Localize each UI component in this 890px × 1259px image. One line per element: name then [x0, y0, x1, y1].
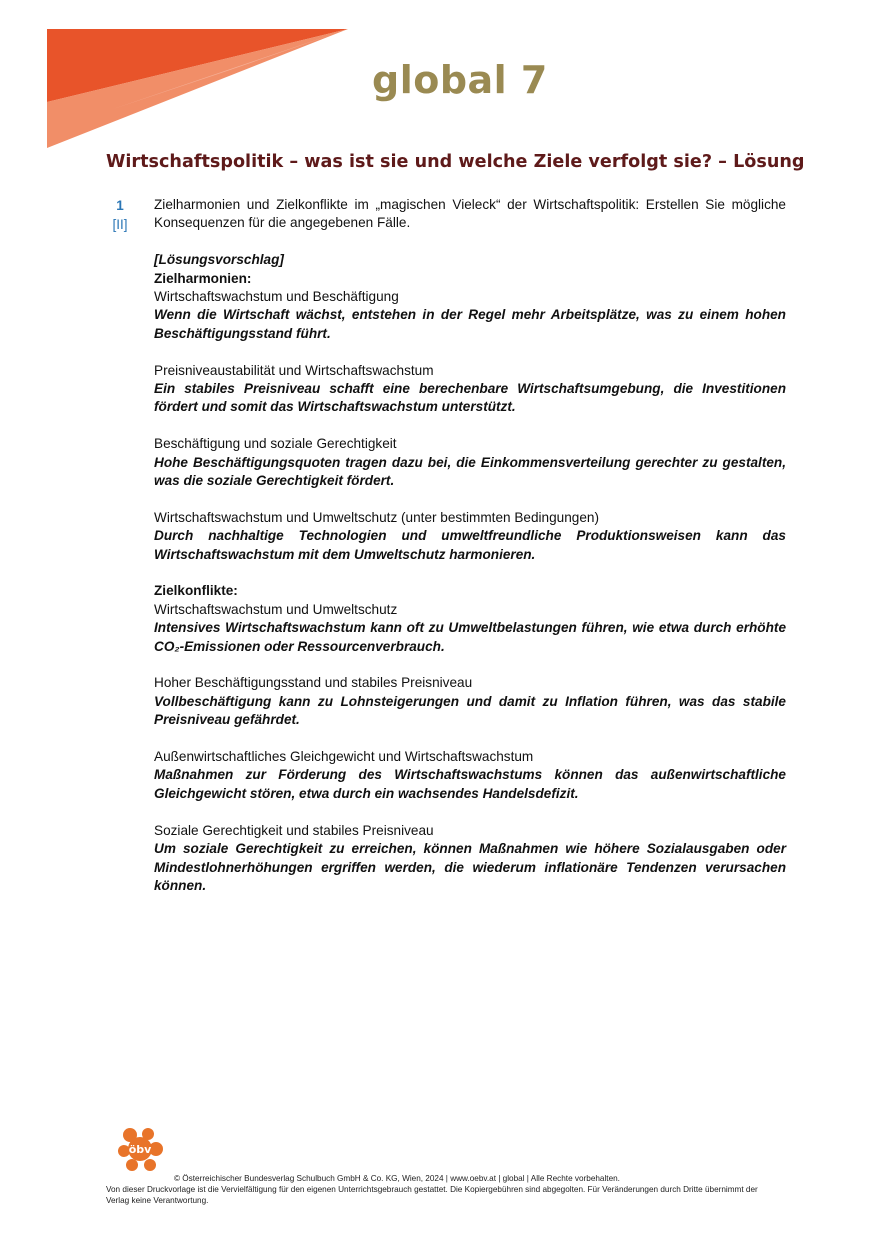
conflict-item: [154, 748, 786, 803]
conflict-item: [154, 674, 786, 729]
conflict-item: [154, 601, 786, 656]
conflict-label: Soziale Gerechtigkeit und stabiles Preisniveau: [154, 822, 434, 838]
harmonies-heading: Zielharmonien:: [154, 270, 252, 286]
conflict-label: Außenwirtschaftliches Gleichgewicht und Wirtschaftswachstum: [154, 749, 534, 765]
harmony-answer: Wenn die Wirtschaft wächst, entstehen in der Regel mehr Arbeitsplätze, was zu einem hohen Beschäftigungsstand führt.: [154, 307, 786, 341]
task-content: [154, 196, 786, 914]
page-title: Wirtschaftspolitik – was ist sie und welche Ziele verfolgt sie? – Lösung: [106, 152, 805, 172]
harmony-item: [154, 435, 786, 490]
conflict-item: [154, 822, 786, 896]
conflict-answer: Maßnahmen zur Förderung des Wirtschaftswachstums können das außenwirtschaftliche Gleichgewicht stören, etwa durch ein wachsendes Handelsdefizit.: [154, 767, 786, 801]
publisher-logo: [116, 1125, 164, 1173]
harmony-answer: Ein stabiles Preisniveau schafft eine berechenbare Wirtschaftsumgebung, die Investitionen fördert und somit das Wirtschaftswachstum unterstützt.: [154, 381, 786, 415]
conflict-answer: Intensives Wirtschaftswachstum kann oft zu Umweltbelastungen führen, wie etwa durch erhöhte CO₂-Emissionen oder Ressourcenverbrauch.: [154, 620, 786, 654]
harmony-label: Wirtschaftswachstum und Umweltschutz (unter bestimmten Bedingungen): [154, 509, 600, 525]
header-banner-graphic: [0, 0, 360, 160]
harmony-item: [154, 509, 786, 564]
task-number: 1: [116, 198, 124, 213]
harmony-label: Preisniveaustabilität und Wirtschaftswachstum: [154, 362, 434, 378]
conflict-label: Wirtschaftswachstum und Umweltschutz: [154, 601, 398, 617]
task-number-block: [106, 196, 134, 234]
footer: [106, 1173, 782, 1207]
conflict-answer: Vollbeschäftigung kann zu Lohnsteigerungen und damit zu Inflation führen, was das stabile Preisniveau gefährdet.: [154, 693, 786, 728]
harmony-answer: Durch nachhaltige Technologien und umweltfreundliche Produktionsweisen kann das Wirtschaftswachstum mit dem Umweltschutz harmonieren.: [154, 528, 786, 562]
harmony-item: [154, 362, 786, 417]
publisher-logo-text: öbv: [128, 1143, 152, 1156]
footer-copyright: © Österreichischer Bundesverlag Schulbuch GmbH & Co. KG, Wien, 2024 | www.oebv.at | global | Alle Rechte vorbehalten.: [174, 1174, 620, 1183]
solution-hint: [Lösungsvorschlag]: [154, 252, 284, 268]
harmony-item: [154, 288, 786, 343]
task-question: Zielharmonien und Zielkonflikte im „magischen Vieleck“ der Wirtschaftspolitik: Erstellen Sie mögliche Konsequenzen für die angegebenen Fälle.: [154, 197, 786, 231]
conflicts-heading: Zielkonflikte:: [154, 583, 238, 599]
brand-title: global 7: [372, 58, 548, 102]
harmony-answer: Hohe Beschäftigungsquoten tragen dazu bei, die Einkommensverteilung gerechter zu gestalten, was die soziale Gerechtigkeit fördert.: [154, 454, 786, 489]
task-level: [II]: [112, 217, 128, 232]
footer-notice: Von dieser Druckvorlage ist die Vervielfältigung für den eigenen Unterrichtsgebrauch gestattet. Die Kopiergebühren sind abgegolten. Für Veränderungen durch Dritte übernimmt der Verlag keine Verantwortung.: [106, 1185, 758, 1206]
harmony-label: Beschäftigung und soziale Gerechtigkeit: [154, 436, 397, 452]
conflict-answer: Um soziale Gerechtigkeit zu erreichen, können Maßnahmen wie höhere Sozialausgaben oder Mindestlohnerhöhungen ergriffen werden, die wiederum inflationäre Tendenzen verursachen können.: [154, 841, 786, 893]
conflict-label: Hoher Beschäftigungsstand und stabiles Preisniveau: [154, 675, 473, 691]
harmony-label: Wirtschaftswachstum und Beschäftigung: [154, 289, 399, 305]
